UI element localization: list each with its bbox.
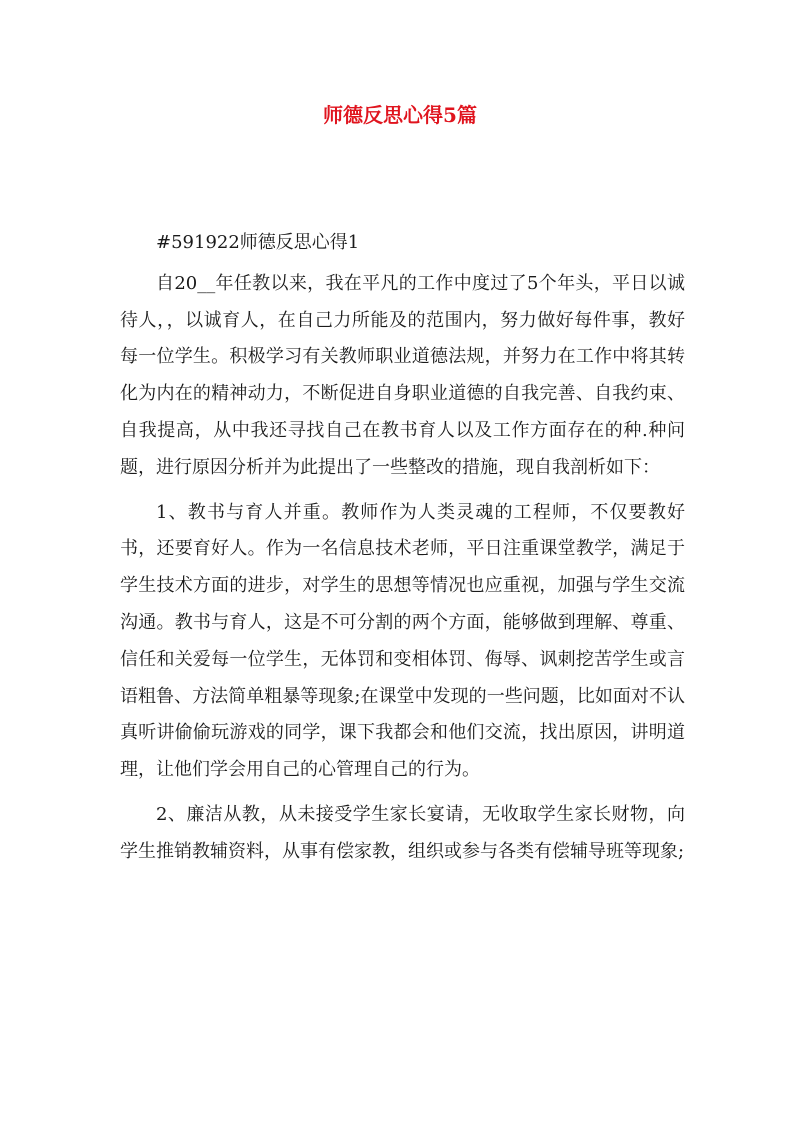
document-body xyxy=(120,225,685,879)
body-paragraph: 1、教书与育人并重。教师作为人类灵魂的工程师，不仅要教好书，还要育好人。作为一名信息技术老师，平日注重课堂教学，满足于学生技术方面的进步，对学生的思想等情况也应重视，加强与学生交流沟通。教书与育人，这是不可分割的两个方面，能够做到理解、尊重、信任和关爱每一位学生，无体罚和变相体罚、侮辱、讽刺挖苦学生或言语粗鲁、方法简单粗暴等现象;在课堂中发现的一些问题，比如面对不认真听讲偷偷玩游戏的同学，课下我都会和他们交流，找出原因，讲明道理，让他们学会用自己的心管理自己的行为。 xyxy=(120,501,685,781)
document-title: 师德反思心得5篇 xyxy=(323,103,477,127)
body-paragraph: 2、廉洁从教，从未接受学生家长宴请，无收取学生家长财物，向学生推销教辅资料，从事有偿家教，组织或参与各类有偿辅导班等现象; xyxy=(120,803,685,862)
body-paragraph: 自20__年任教以来，我在平凡的工作中度过了5个年头，平日以诚待人，，以诚育人，在自己力所能及的范围内，努力做好每件事，教好每一位学生。积极学习有关教师职业道德法规，并努力在工作中将其转化为内在的精神动力，不断促进自身职业道德的自我完善、自我约束、自我提高，从中我还寻找自己在教书育人以及工作方面存在的种.种问题，进行原因分析并为此提出了一些整改的措施，现自我剖析如下： xyxy=(120,272,685,478)
section-heading: #591922师德反思心得1 xyxy=(156,232,360,253)
